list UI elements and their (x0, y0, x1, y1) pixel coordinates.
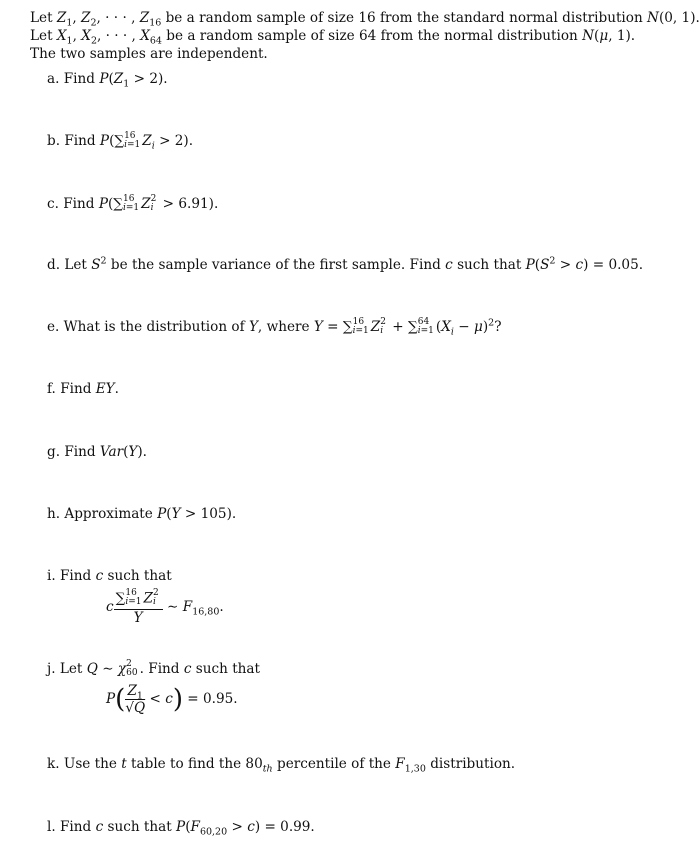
item-k: k. Use the t table to find the $80_{th}$ percentile of the $F_{1,30}$ distribution. (47, 756, 516, 775)
item-l: l. Find c such that $P(F_{60,20} > c) = 0.99$. (47, 819, 315, 838)
item-f: f. Find EY. (47, 381, 119, 397)
item-i-formula: c ∑ 16 i=1 Z 2 i Y ∼ $F_{16,80}$. (106, 588, 224, 626)
item-j-formula: P( $\frac{Z_1}{√Q}$ < c) = 0.95. (106, 683, 238, 716)
intro-line-2: Let $X_1$, $X_2$, · · · , $X_{64}$ be a random sample of size 64 from the normal distribution N(μ, 1). (30, 28, 636, 47)
intro-line-1: Let $Z_1$, $Z_2$, · · · , $Z_{16}$ be a random sample of size 16 from the standard normal distribution N(0, 1). (30, 10, 700, 29)
item-c: c. Find P(∑ 16 i=1 Z 2 i > 6.91). (47, 193, 219, 213)
item-e: e. What is the distribution of Y, where Y = ∑ 16 i=1 Z 2 i + ∑ 64 i=1 $(X_i - \mu)^2$? (47, 316, 502, 338)
item-d: d. Let $S^2$ be the sample variance of the first sample. Find c such that $P(S^2 > c) = 0.05$. (47, 255, 644, 273)
item-g: g. Find Var(Y). (47, 444, 147, 460)
item-h: h. Approximate P(Y > 105). (47, 506, 237, 522)
item-j: j. Let Q ∼ χ 2 60 . Find c such that (47, 658, 260, 678)
intro-line-3: The two samples are independent. (30, 46, 268, 62)
item-i: i. Find c such that (47, 568, 172, 584)
item-a: a. Find $P(Z_1 > 2)$. (47, 71, 168, 90)
item-b: b. Find P(∑ 16 i=1 $Z_i > 2$). (47, 130, 194, 152)
